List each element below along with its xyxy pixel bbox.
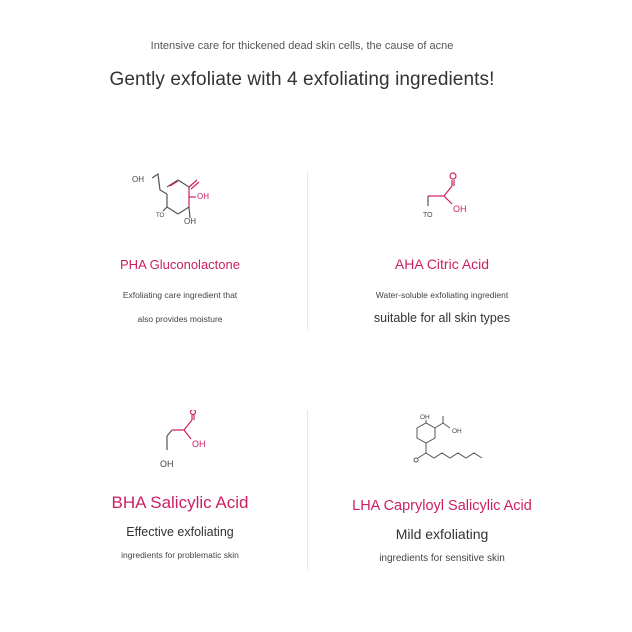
ingredient-name-aha: AHA Citric Acid xyxy=(394,256,490,272)
aha-label-oh: OH xyxy=(453,204,467,214)
ingredient-desc-bha-1: Effective exfoliating xyxy=(126,525,234,539)
lha-label-oh-1: OH xyxy=(420,414,430,421)
bha-label-oh-1: OH xyxy=(192,439,206,449)
column-divider-top xyxy=(307,172,308,330)
ingredient-desc-pha-1: Exfoliating care ingredient that xyxy=(122,290,238,300)
pha-label-to: TO xyxy=(156,213,165,219)
ingredient-desc-lha-2: ingredients for sensitive skin xyxy=(379,553,505,564)
ingredient-name-pha: PHA Gluconolactone xyxy=(120,257,240,272)
aha-label-to: TO xyxy=(423,212,433,219)
ingredient-card-lha xyxy=(322,410,562,564)
ingredient-card-bha xyxy=(60,410,300,560)
citric-acid-structure-icon xyxy=(392,166,492,228)
bha-label-oh-2: OH xyxy=(160,459,174,469)
gluconolactone-structure-icon xyxy=(130,166,230,228)
ingredient-desc-pha-2: also provides moisture xyxy=(137,314,223,324)
capryloyl-salicylic-acid-structure-icon xyxy=(392,410,492,472)
ingredient-name-lha: LHA Capryloyl Salicylic Acid xyxy=(352,498,532,514)
salicylic-acid-structure-icon xyxy=(130,410,230,472)
pha-label-oh-3: OH xyxy=(184,217,196,226)
ingredient-desc-aha-2: suitable for all skin types xyxy=(373,311,511,325)
ingredient-desc-lha-1: Mild exfoliating xyxy=(395,526,489,542)
pha-label-oh-2: OH xyxy=(197,192,209,201)
column-divider-bottom xyxy=(307,410,308,570)
pha-label-oh-1: OH xyxy=(132,175,144,184)
subtitle: Intensive care for thickened dead skin cells, the cause of acne xyxy=(150,40,454,52)
ingredient-desc-bha-2: ingredients for problematic skin xyxy=(121,550,239,560)
lha-label-oh-2: OH xyxy=(452,428,462,435)
ingredient-name-bha: BHA Salicylic Acid xyxy=(111,493,249,512)
ingredient-card-pha xyxy=(60,166,300,324)
ingredient-desc-aha-1: Water-soluble exfoliating ingredient xyxy=(375,290,509,300)
ingredient-card-aha xyxy=(322,166,562,325)
headline: Gently exfoliate with 4 exfoliating ingredients! xyxy=(109,69,495,90)
